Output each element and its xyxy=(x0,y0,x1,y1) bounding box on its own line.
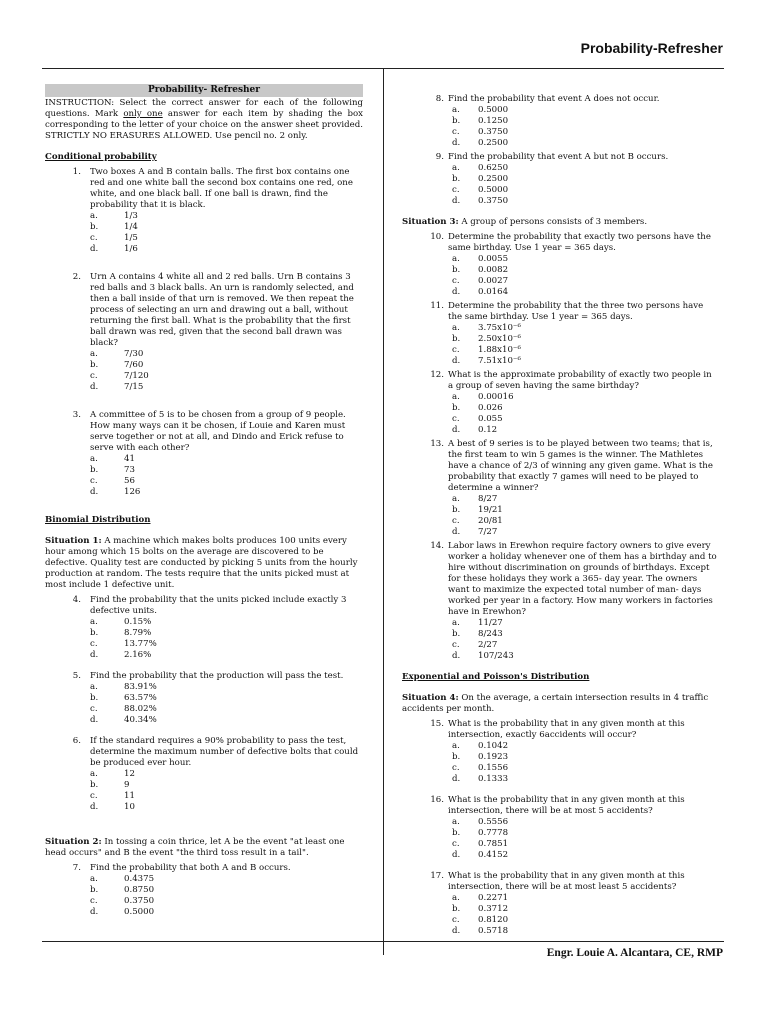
choice-5c: c. 88.02% xyxy=(90,704,157,714)
situation-3: Situation 3: A group of persons consists of 3 members. xyxy=(402,217,648,227)
choice-13c: c. 20/81 xyxy=(452,516,503,526)
choice-9c: c. 0.5000 xyxy=(452,185,509,195)
choice-3d: d. 126 xyxy=(90,487,141,497)
left-column xyxy=(45,84,363,918)
choice-5d: d. 40.34% xyxy=(90,715,157,725)
question-12: 12. What is the approximate probability of exactly two people in a group of seven having the same birthday? xyxy=(430,370,712,391)
choice-16d: d. 0.4152 xyxy=(452,850,509,860)
question-9: 9. Find the probability that event A but not B occurs. xyxy=(435,152,669,162)
choice-1a: a. 1/3 xyxy=(90,211,138,221)
choice-15a: a. 0.1042 xyxy=(452,741,509,751)
choice-12a: a. 0.00016 xyxy=(452,392,514,402)
choice-15c: c. 0.1556 xyxy=(452,763,509,773)
choice-10c: c. 0.0027 xyxy=(452,276,509,286)
choice-7a: a. 0.4375 xyxy=(90,874,155,884)
choice-14c: c. 2/27 xyxy=(452,640,498,650)
choice-10d: d. 0.0164 xyxy=(452,287,509,297)
choice-12d: d. 0.12 xyxy=(452,425,498,435)
choice-1c: c. 1/5 xyxy=(90,233,138,243)
instruction-text: INSTRUCTION: Select the correct answer for each of the following questions. Mark only one answer for each item by shading the box corresponding to the letter of your choice on the answer sheet provided. STRICTLY NO ERASURES ALLOWED. Use pencil no. 2 only. xyxy=(45,98,363,141)
question-6: 6. If the standard requires a 90% probability to pass the test, determine the maximum number of defective bolts that could be produced ever hour. xyxy=(72,736,359,768)
choice-5a: a. 83.91% xyxy=(90,682,157,692)
question-4: 4. Find the probability that the units picked include exactly 3 defective units. xyxy=(72,595,347,616)
footer-rule xyxy=(42,941,724,942)
footer-author: Engr. Louie A. Alcantara, CE, RMP xyxy=(546,947,723,959)
choice-3c: c. 56 xyxy=(90,476,135,486)
choice-3b: b. 73 xyxy=(90,465,135,475)
choice-16c: c. 0.7851 xyxy=(452,839,509,849)
question-17: 17. What is the probability that in any given month at this intersection, there will be at most least 5 accidents? xyxy=(430,871,685,892)
situation-1: Situation 1: A machine which makes bolts produces 100 units every hour among which 15 bolts on the average are discovered to be defective. Quality test are conducted by picking 5 units from the hourly production at random. The tests require that the units picked must at most include 1 defective unit. xyxy=(45,536,358,590)
choice-11a: a. 3.75x10⁻⁶ xyxy=(452,323,521,333)
column-divider xyxy=(383,68,384,955)
choice-4d: d. 2.16% xyxy=(90,650,152,660)
question-8: 8. Find the probability that event A does not occur. xyxy=(435,94,660,104)
choice-2b: b. 7/60 xyxy=(90,360,144,370)
choice-1d: d. 1/6 xyxy=(90,244,138,254)
question-1: 1. Two boxes A and B contain balls. The first box contains one red and one white ball the second box contains one red, one white, and one black ball. If one ball is drawn, find the probability that it is black. xyxy=(72,167,353,210)
question-7: 7. Find the probability that both A and B occurs. xyxy=(72,863,291,873)
choice-15d: d. 0.1333 xyxy=(452,774,509,784)
choice-11c: c. 1.88x10⁻⁶ xyxy=(452,345,521,355)
question-10: 10. Determine the probability that exactly two persons have the same birthday. Use 1 year = 365 days. xyxy=(430,232,711,253)
choice-11d: d. 7.51x10⁻⁶ xyxy=(452,356,521,366)
choice-8a: a. 0.5000 xyxy=(452,105,509,115)
choice-4a: a. 0.15% xyxy=(90,617,152,627)
question-14: 14. Labor laws in Erewhon require factory owners to give every worker a holiday whenever one of them has a birthday and to hire without discrimination on grounds of birthdays. Except for these holidays they work a 365- day year. The owners want to maximize the expected total number of man- days worked per year in a factory. How many workers in factories have in Erewhon? xyxy=(430,541,717,617)
choice-15b: b. 0.1923 xyxy=(452,752,509,762)
choice-16b: b. 0.7778 xyxy=(452,828,509,838)
choice-3a: a. 41 xyxy=(90,454,135,464)
choice-13b: b. 19/21 xyxy=(452,505,503,515)
section-conditional-probability: Conditional probability xyxy=(45,152,157,162)
question-16: 16. What is the probability that in any given month at this intersection, there will be at most 5 accidents? xyxy=(430,795,685,816)
choice-12c: c. 0.055 xyxy=(452,414,503,424)
choice-10b: b. 0.0082 xyxy=(452,265,509,275)
choice-16a: a. 0.5556 xyxy=(452,817,509,827)
choice-17c: c. 0.8120 xyxy=(452,915,509,925)
choice-13a: a. 8/27 xyxy=(452,494,498,504)
choice-14b: b. 8/243 xyxy=(452,629,503,639)
question-13: 13. A best of 9 series is to be played between two teams; that is, the first team to win 5 games is the winner. The Mathletes have a chance of 2/3 of winning any given game. What is the probability that exactly 7 games will need to be played to determine a winner? xyxy=(430,439,713,493)
choice-4b: b. 8.79% xyxy=(90,628,152,638)
choice-12b: b. 0.026 xyxy=(452,403,503,413)
choice-8c: c. 0.3750 xyxy=(452,127,509,137)
choice-6b: b. 9 xyxy=(90,780,130,790)
choice-6a: a. 12 xyxy=(90,769,135,779)
worksheet-title: Probability- Refresher xyxy=(45,84,363,97)
choice-7b: b. 0.8750 xyxy=(90,885,155,895)
choice-8d: d. 0.2500 xyxy=(452,138,509,148)
choice-5b: b. 63.57% xyxy=(90,693,157,703)
question-15: 15. What is the probability that in any given month at this intersection, exactly 6accidents will occur? xyxy=(430,719,685,740)
choice-14d: d. 107/243 xyxy=(452,651,514,661)
choice-8b: b. 0.1250 xyxy=(452,116,509,126)
choice-10a: a. 0.0055 xyxy=(452,254,509,264)
choice-1b: b. 1/4 xyxy=(90,222,138,232)
choice-2a: a. 7/30 xyxy=(90,349,144,359)
choice-6c: c. 11 xyxy=(90,791,135,801)
choice-4c: c. 13.77% xyxy=(90,639,157,649)
choice-14a: a. 11/27 xyxy=(452,618,503,628)
choice-17a: a. 0.2271 xyxy=(452,893,509,903)
choice-6d: d. 10 xyxy=(90,802,135,812)
right-column xyxy=(402,91,718,937)
question-2: 2. Urn A contains 4 white all and 2 red balls. Urn B contains 3 red balls and 3 black balls. An urn is randomly selected, and then a ball inside of that urn is removed. We then repeat the process of selecting an urn and drawing out a ball, without returning the first ball. What is the probability that the first ball drawn was red, given that the second ball drawn was black? xyxy=(72,272,354,348)
choice-13d: d. 7/27 xyxy=(452,527,498,537)
choice-9a: a. 0.6250 xyxy=(452,163,509,173)
question-11: 11. Determine the probability that the three two persons have the same birthday. Use 1 year = 365 days. xyxy=(430,301,704,322)
choice-11b: b. 2.50x10⁻⁶ xyxy=(452,334,521,344)
choice-9d: d. 0.3750 xyxy=(452,196,509,206)
choice-2c: c. 7/120 xyxy=(90,371,149,381)
situation-4: Situation 4: On the average, a certain intersection results in 4 traffic accidents per month. xyxy=(402,693,709,714)
choice-17d: d. 0.5718 xyxy=(452,926,509,936)
choice-9b: b. 0.2500 xyxy=(452,174,509,184)
section-binomial-distribution: Binomial Distribution xyxy=(45,515,151,525)
choice-2d: d. 7/15 xyxy=(90,382,144,392)
situation-2: Situation 2: In tossing a coin thrice, let A be the event "at least one head occurs" and B the event "the third toss result in a tail". xyxy=(45,837,345,858)
question-5: 5. Find the probability that the production will pass the test. xyxy=(72,671,344,681)
choice-17b: b. 0.3712 xyxy=(452,904,509,914)
page-header-title: Probability-Refresher xyxy=(580,40,723,56)
choice-7c: c. 0.3750 xyxy=(90,896,155,906)
choice-7d: d. 0.5000 xyxy=(90,907,155,917)
question-3: 3. A committee of 5 is to be chosen from a group of 9 people. How many ways can it be chosen, if Louie and Karen must serve together or not at all, and Dindo and Erick refuse to serve with each other? xyxy=(72,410,346,453)
section-exponential-poisson: Exponential and Poisson's Distribution xyxy=(402,672,590,682)
